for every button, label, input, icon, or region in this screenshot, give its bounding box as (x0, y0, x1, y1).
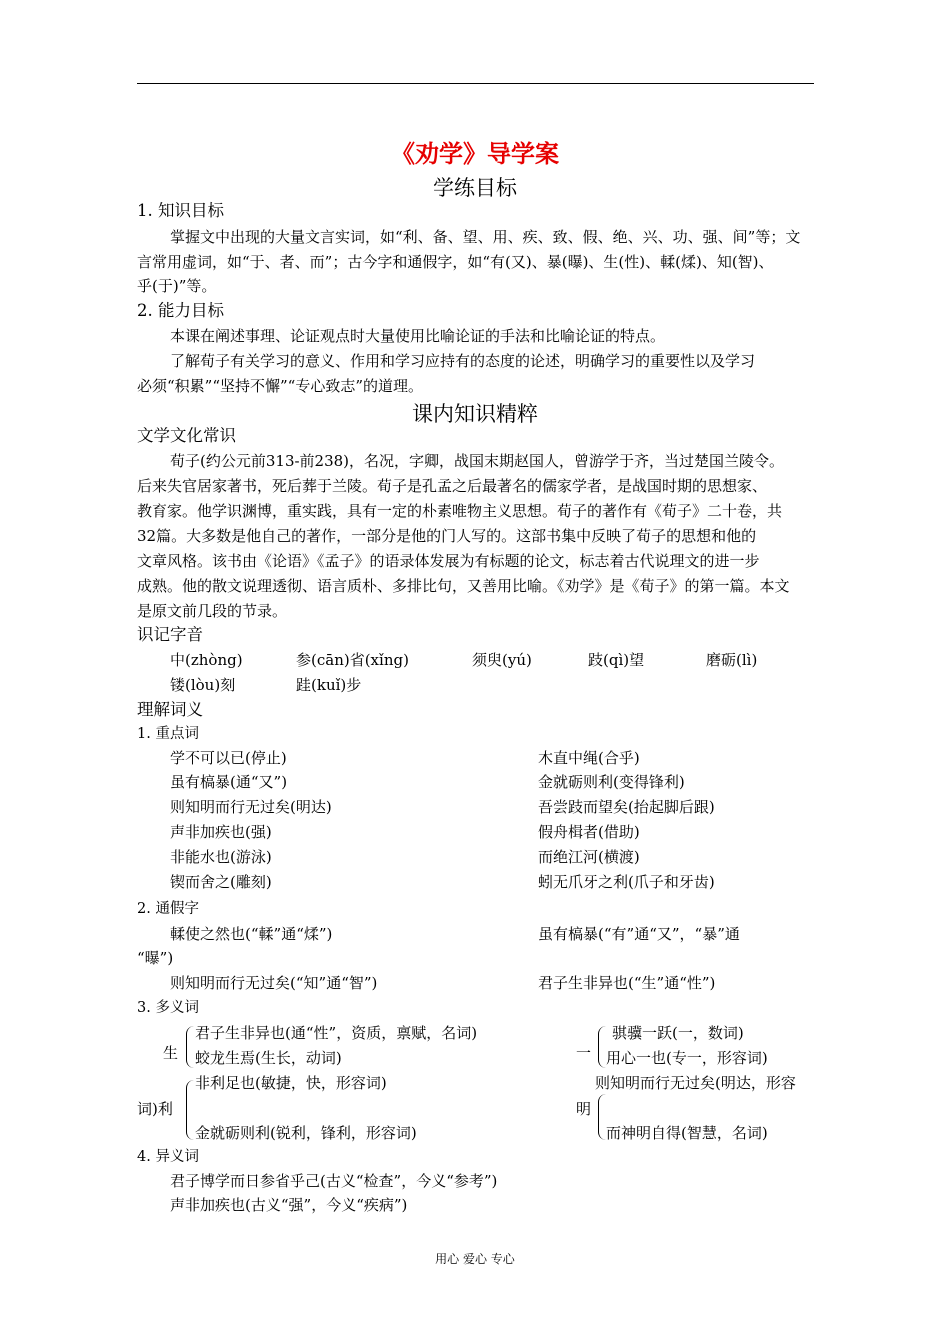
polysemy-item: 蛟龙生焉(生长，动词) (195, 1049, 342, 1067)
brace (186, 1080, 194, 1140)
polysemy-word-li: 词)利 (137, 1100, 173, 1118)
key-words-heading: 1. 重点词 (137, 726, 199, 742)
polysemy-word-yi: 一 (576, 1044, 592, 1062)
culture-heading: 文学文化常识 (137, 426, 236, 445)
knowledge-goal-line: 乎(于)”等。 (137, 277, 217, 295)
tongjia-item: 虽有槁暴(“有”通“又”，“暴”通 (538, 925, 740, 943)
key-word-item: 学不可以已(停止) (170, 749, 287, 767)
polysemy-word-ming: 明 (576, 1100, 592, 1118)
section-heading-goals: 学练目标 (433, 176, 517, 200)
key-word-item: 金就砺则利(变得锋利) (538, 773, 685, 791)
polysemy-item: 而神明自得(智慧，名词) (606, 1124, 768, 1142)
brace (598, 1094, 606, 1140)
tongjia-heading: 2. 通假字 (137, 901, 199, 917)
culture-line: 荀子(约公元前313-前238)，名况，字卿，战国末期赵国人，曾游学于齐，当过楚国兰陵令。 (170, 452, 785, 470)
tongjia-item: 则知明而行无过矣(“知”通“智”) (170, 974, 378, 992)
ability-goal-line: 了解荀子有关学习的意义、作用和学习应持有的态度的论述，明确学习的重要性以及学习 (170, 352, 756, 370)
polysemy-item: 君子生非异也(通“性”，资质，禀赋，名词) (195, 1024, 478, 1042)
culture-line: 文章风格。该书由《论语》《孟子》的语录体发展为有标题的论文，标志着古代说理文的进一步 (137, 552, 760, 570)
pronunciation-item: 须臾(yú) (472, 651, 532, 669)
key-word-item: 锲而舍之(雕刻) (170, 873, 272, 891)
key-word-item: 非能水也(游泳) (170, 848, 272, 866)
key-word-item: 木直中绳(合乎) (538, 749, 640, 767)
knowledge-goal-heading: 1. 知识目标 (137, 201, 224, 220)
key-word-item: 蚓无爪牙之利(爪子和牙齿) (538, 873, 715, 891)
yiyi-item: 君子博学而日参省乎己(古义“检查”，今义“参考”) (170, 1172, 498, 1190)
polysemy-item: 用心一也(专一，形容词) (606, 1049, 768, 1067)
pronunciation-heading: 识记字音 (137, 625, 203, 644)
page-title: 《劝学》导学案 (391, 140, 559, 168)
brace (186, 1026, 194, 1068)
culture-line: 成熟。他的散文说理透彻、语言质朴、多排比句，又善用比喻。《劝学》是《荀子》的第一篇。本文 (137, 577, 790, 595)
polysemy-item: 骐骥一跃(一，数词) (612, 1024, 744, 1042)
header-rule (137, 83, 814, 84)
key-word-item: 则知明而行无过矣(明达) (170, 798, 332, 816)
key-word-item: 假舟楫者(借助) (538, 823, 640, 841)
knowledge-goal-line: 言常用虚词，如“于、者、而”；古今字和通假字，如“有(又)、暴(曝)、生(性)、輮(煣)、知(智)、 (137, 253, 774, 271)
tongjia-item: “曝”) (137, 949, 174, 967)
section-heading-essentials: 课内知识精粹 (412, 402, 538, 426)
ability-goal-heading: 2. 能力目标 (137, 301, 224, 320)
polysemy-item: 则知明而行无过矣(明达，形容 (595, 1074, 796, 1092)
ability-goal-line: 必须“积累”“坚持不懈”“专心致志”的道理。 (137, 377, 424, 395)
brace (598, 1026, 606, 1068)
polysemy-item: 金就砺则利(锐利，锋利，形容词) (195, 1124, 417, 1142)
ability-goal-line: 本课在阐述事理、论证观点时大量使用比喻论证的手法和比喻论证的特点。 (170, 327, 666, 345)
pronunciation-item: 跂(qì)望 (588, 651, 645, 669)
key-word-item: 而绝江河(横渡) (538, 848, 640, 866)
key-word-item: 吾尝跂而望矣(抬起脚后跟) (538, 798, 715, 816)
polysemy-word-sheng: 生 (163, 1044, 179, 1062)
pronunciation-item: 镂(lòu)刻 (170, 676, 236, 694)
pronunciation-item: 跬(kuǐ)步 (296, 676, 362, 694)
culture-line: 后来失官居家著书，死后葬于兰陵。荀子是孔孟之后最著名的儒家学者，是战国时期的思想家、 (137, 477, 768, 495)
pronunciation-item: 中(zhòng) (170, 651, 243, 669)
yiyi-heading: 4. 异义词 (137, 1149, 199, 1165)
pronunciation-item: 参(cān)省(xǐng) (296, 651, 409, 669)
knowledge-goal-line: 掌握文中出现的大量文言实词，如“利、备、望、用、疾、致、假、绝、兴、功、强、间”等；文 (170, 228, 801, 246)
culture-line: 32篇。大多数是他自己的著作，一部分是他的门人写的。这部书集中反映了荀子的思想和他的 (137, 527, 757, 545)
tongjia-item: 君子生非异也(“生”通“性”) (538, 974, 716, 992)
yiyi-item: 声非加疾也(古义“强”，今义“疾病”) (170, 1196, 408, 1214)
key-word-item: 虽有槁暴(通“又”) (170, 773, 288, 791)
pronunciation-item: 磨砺(lì) (706, 651, 758, 669)
page-footer: 用心 爱心 专心 (435, 1252, 515, 1266)
polysemy-heading: 3. 多义词 (137, 1000, 199, 1016)
culture-line: 教育家。他学识渊博，重实践，具有一定的朴素唯物主义思想。荀子的著作有《荀子》二十卷，共 (137, 502, 783, 520)
tongjia-item: 輮使之然也(“輮”通“煣”) (170, 925, 333, 943)
key-word-item: 声非加疾也(强) (170, 823, 272, 841)
polysemy-item: 非利足也(敏捷，快，形容词) (195, 1074, 387, 1092)
culture-line: 是原文前几段的节录。 (137, 602, 288, 620)
meaning-heading: 理解词义 (137, 700, 203, 719)
